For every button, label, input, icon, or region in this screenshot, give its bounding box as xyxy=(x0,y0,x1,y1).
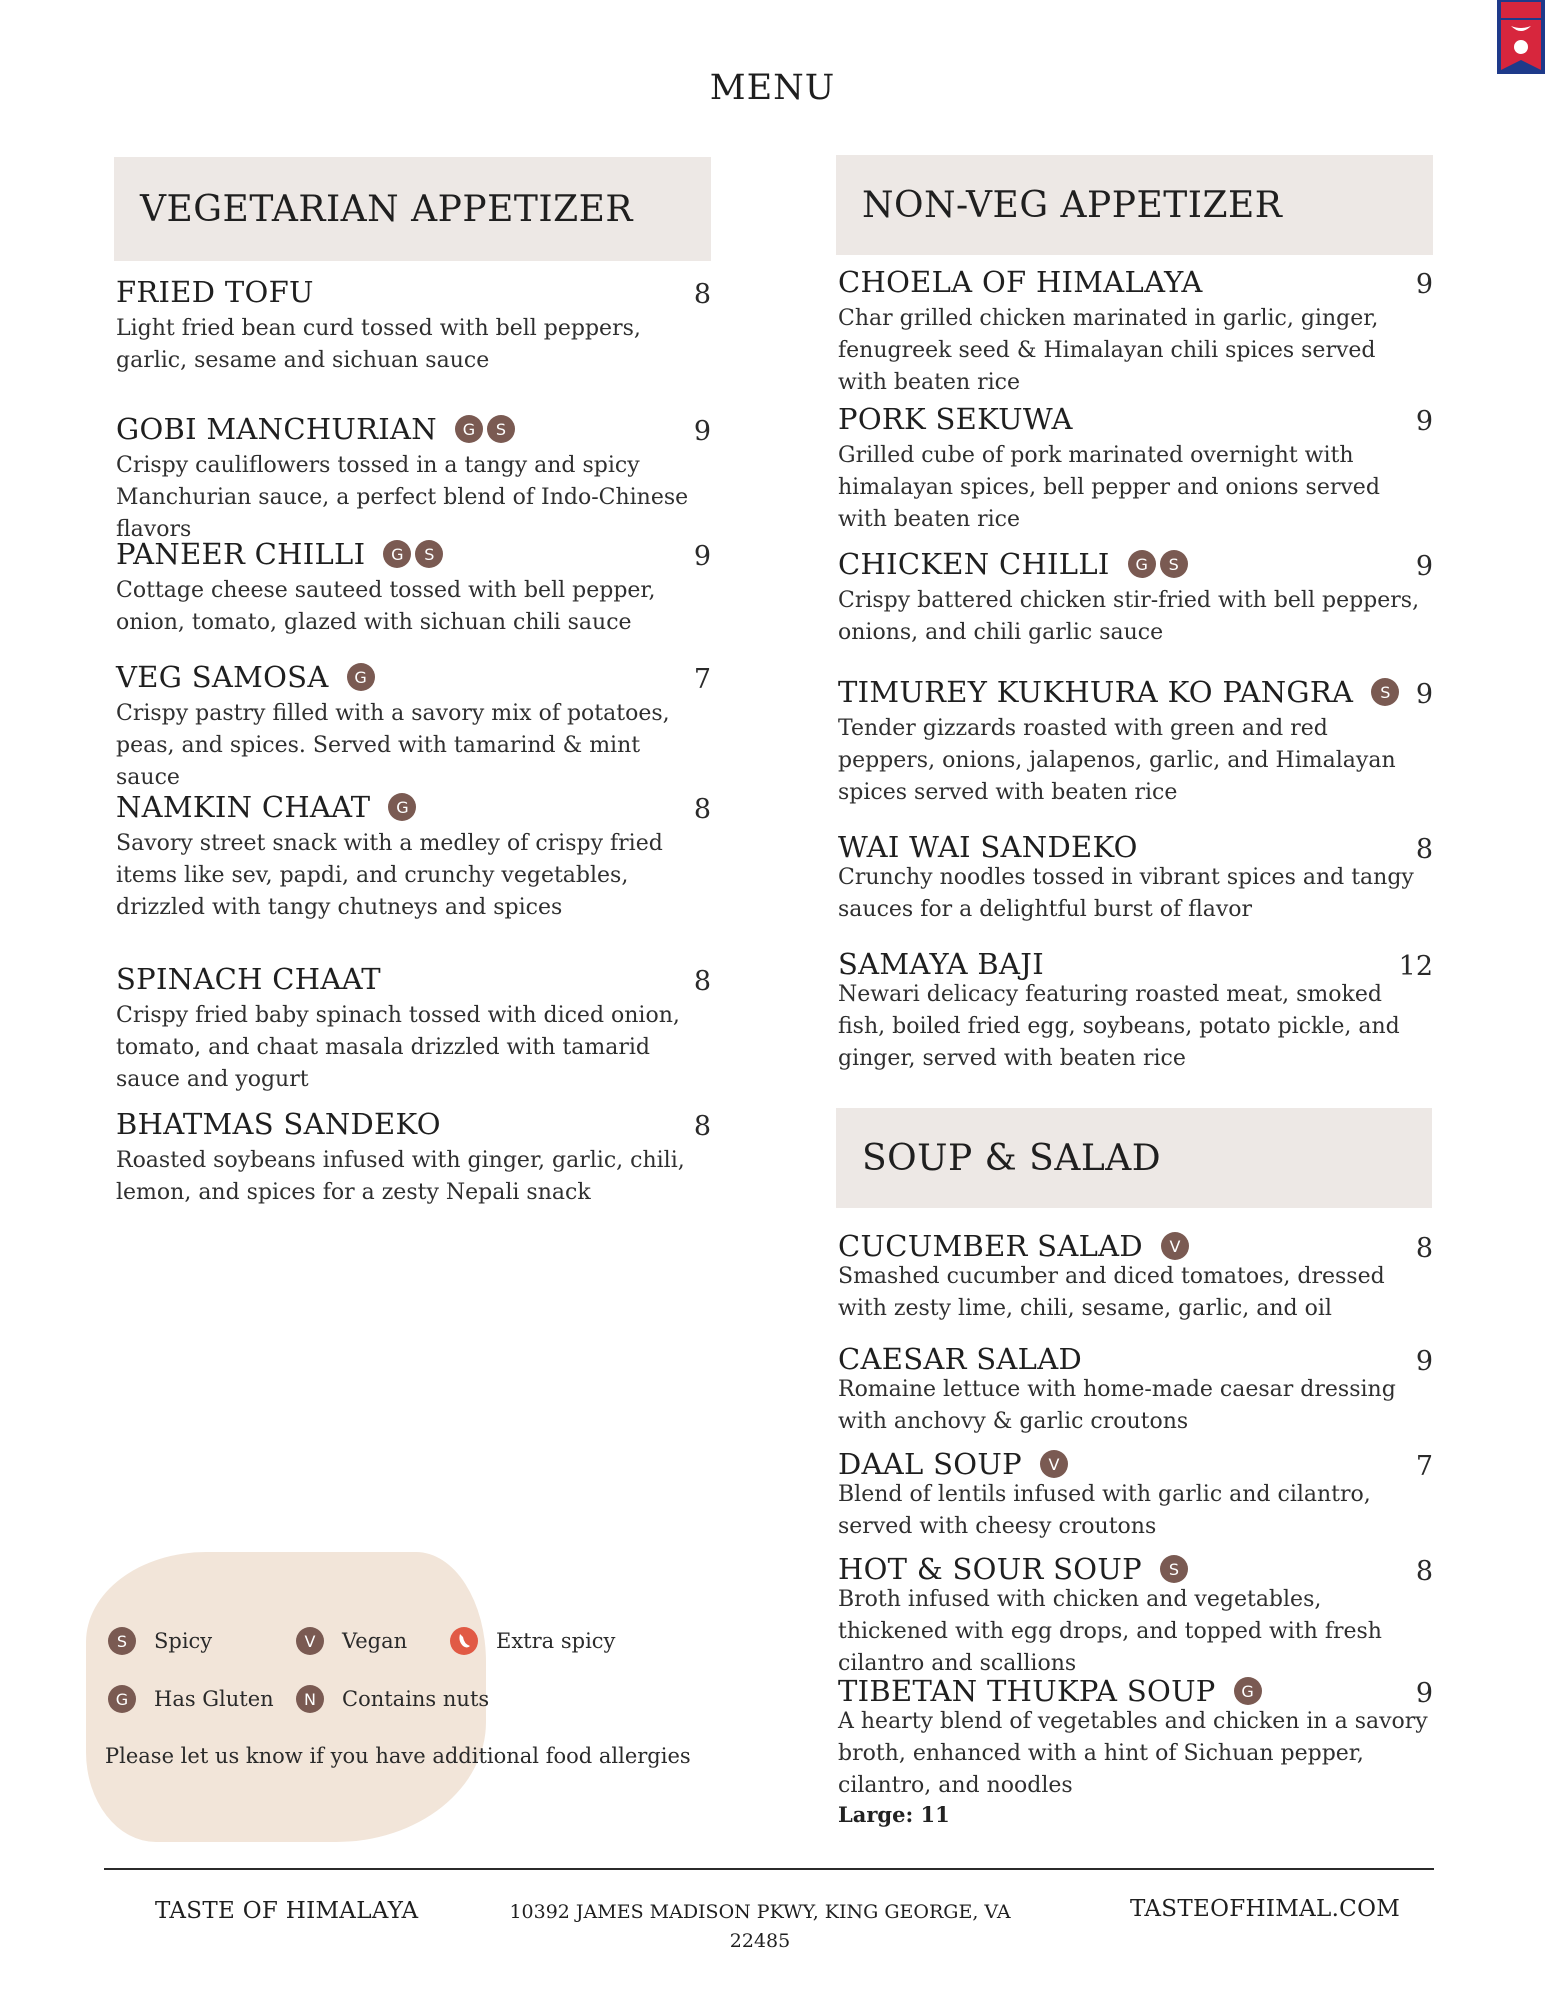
menu-item xyxy=(838,945,1433,1075)
menu-item xyxy=(838,1550,1433,1680)
item-price: 9 xyxy=(1415,406,1433,437)
legend-label: Extra spicy xyxy=(496,1629,616,1653)
gluten-badge-icon: G xyxy=(383,540,411,568)
menu-item xyxy=(838,1340,1433,1438)
item-name: CHOELA OF HIMALAYA xyxy=(838,265,1203,299)
menu-item xyxy=(838,263,1433,399)
item-price: 9 xyxy=(1415,679,1433,710)
large-size-price: Large: 11 xyxy=(838,1802,950,1827)
item-description: Crispy cauliflowers tossed in a tangy and spicy Manchurian sauce, a perfect blend of Indo-Chinese flavors xyxy=(116,453,689,542)
item-description: Newari delicacy featuring roasted meat, smoked fish, boiled fried egg, soybeans, potato pickle, and ginger, served with beaten rice xyxy=(838,982,1400,1071)
item-description: Crispy battered chicken stir-fried with bell peppers, onions, and chili garlic sauce xyxy=(838,588,1420,645)
item-price: 8 xyxy=(693,966,711,997)
legend-label: Has Gluten xyxy=(154,1687,274,1711)
item-description: Romaine lettuce with home-made caesar dressing with anchovy & garlic croutons xyxy=(838,1377,1396,1434)
item-name: TIBETAN THUKPA SOUP xyxy=(838,1674,1216,1708)
item-price: 8 xyxy=(1415,1556,1433,1587)
item-price: 7 xyxy=(1415,1451,1433,1482)
legend-label: Vegan xyxy=(342,1629,408,1653)
item-description: Smashed cucumber and diced tomatoes, dressed with zesty lime, chili, sesame, garlic, and oil xyxy=(838,1264,1385,1321)
menu-item xyxy=(838,673,1433,809)
footer-divider xyxy=(104,1868,1434,1870)
section-heading-vegetarian: VEGETARIAN APPETIZER xyxy=(114,157,711,261)
chili-icon xyxy=(450,1627,478,1655)
spicy-badge-icon: S xyxy=(1160,550,1188,578)
item-price: 9 xyxy=(693,416,711,447)
vegan-badge-icon: V xyxy=(296,1627,324,1655)
allergy-note: Please let us know if you have additional food allergies xyxy=(105,1744,691,1768)
menu-item xyxy=(116,273,711,377)
vegan-badge-icon: V xyxy=(1161,1232,1189,1260)
item-name: PORK SEKUWA xyxy=(838,402,1073,436)
nuts-badge-icon: N xyxy=(296,1685,324,1713)
item-name: PANEER CHILLI xyxy=(116,537,366,571)
footer-restaurant-name: TASTE OF HIMALAYA xyxy=(155,1898,419,1924)
gluten-badge-icon: G xyxy=(1234,1677,1262,1705)
item-price: 9 xyxy=(1415,1346,1433,1377)
spicy-badge-icon: S xyxy=(1371,678,1399,706)
item-description: Broth infused with chicken and vegetables, thickened with egg drops, and topped with fresh cilantro and scallions xyxy=(838,1587,1382,1676)
menu-item xyxy=(116,535,711,639)
item-description: Blend of lentils infused with garlic and cilantro, served with cheesy croutons xyxy=(838,1482,1371,1539)
legend-vegan xyxy=(296,1627,407,1655)
diet-badges xyxy=(455,415,515,443)
item-price: 8 xyxy=(693,794,711,825)
menu-item xyxy=(116,788,711,924)
diet-badges xyxy=(1040,1450,1068,1478)
page-title: MENU xyxy=(709,68,836,108)
item-price: 8 xyxy=(1415,1233,1433,1264)
item-price: 7 xyxy=(693,664,711,695)
spicy-badge-icon: S xyxy=(415,540,443,568)
legend-label: Spicy xyxy=(154,1629,213,1653)
gluten-badge-icon: G xyxy=(347,663,375,691)
address-line-1: 10392 JAMES MADISON PKWY, KING GEORGE, VA xyxy=(509,1901,1011,1923)
item-description: Roasted soybeans infused with ginger, garlic, chili, lemon, and spices for a zesty Nepali snack xyxy=(116,1148,685,1205)
diet-badges xyxy=(1161,1232,1189,1260)
footer-address xyxy=(500,1898,1020,1956)
menu-item xyxy=(838,545,1433,649)
item-price: 9 xyxy=(1415,551,1433,582)
section-heading-soup-salad: SOUP & SALAD xyxy=(836,1108,1432,1208)
nepal-flag-icon xyxy=(1497,0,1545,74)
item-description: Light fried bean curd tossed with bell peppers, garlic, sesame and sichuan sauce xyxy=(116,316,641,373)
menu-item xyxy=(838,1227,1433,1325)
spicy-badge-icon: S xyxy=(1160,1555,1188,1583)
item-name: GOBI MANCHURIAN xyxy=(116,412,437,446)
menu-item xyxy=(838,1672,1433,1827)
diet-badges xyxy=(388,793,416,821)
item-name: SPINACH CHAAT xyxy=(116,962,381,996)
item-price: 8 xyxy=(693,279,711,310)
item-name: NAMKIN CHAAT xyxy=(116,790,371,824)
legend-gluten xyxy=(108,1685,274,1713)
item-description: Savory street snack with a medley of crispy fried items like sev, papdi, and crunchy vegetables, drizzled with tangy chutneys and spices xyxy=(116,831,663,920)
menu-item xyxy=(116,1105,711,1209)
item-description: Tender gizzards roasted with green and red peppers, onions, jalapenos, garlic, and Himalayan spices served with beaten rice xyxy=(838,716,1396,805)
item-description: A hearty blend of vegetables and chicken in a savory broth, enhanced with a hint of Sichuan pepper, cilantro, and noodles xyxy=(838,1709,1428,1798)
vegan-badge-icon: V xyxy=(1040,1450,1068,1478)
item-price: 8 xyxy=(693,1111,711,1142)
item-name: WAI WAI SANDEKO xyxy=(838,830,1138,864)
address-line-2: 22485 xyxy=(729,1930,791,1952)
menu-item xyxy=(838,400,1433,536)
menu-item xyxy=(116,960,711,1096)
diet-badges xyxy=(347,663,375,691)
item-name: CAESAR SALAD xyxy=(838,1342,1083,1376)
footer-website-link[interactable]: TASTEOFHIMAL.COM xyxy=(1130,1896,1401,1922)
item-price: 9 xyxy=(1415,269,1433,300)
item-description: Crispy pastry filled with a savory mix of potatoes, peas, and spices. Served with tamarind & mint sauce xyxy=(116,701,670,790)
legend-extra-spicy xyxy=(450,1627,615,1655)
spicy-badge-icon: S xyxy=(108,1627,136,1655)
item-name: SAMAYA BAJI xyxy=(838,947,1044,981)
menu-item xyxy=(838,1445,1433,1543)
item-price: 9 xyxy=(693,541,711,572)
spicy-badge-icon: S xyxy=(487,415,515,443)
item-name: CUCUMBER SALAD xyxy=(838,1229,1143,1263)
item-price: 9 xyxy=(1415,1678,1433,1709)
legend-nuts xyxy=(296,1685,489,1713)
item-description: Char grilled chicken marinated in garlic, ginger, fenugreek seed & Himalayan chili spices served with beaten rice xyxy=(838,306,1379,395)
section-heading-nonveg: NON-VEG APPETIZER xyxy=(836,155,1433,255)
diet-badges xyxy=(1160,1555,1188,1583)
item-description: Crispy fried baby spinach tossed with diced onion, tomato, and chaat masala drizzled with tamarid sauce and yogurt xyxy=(116,1003,680,1092)
item-price: 12 xyxy=(1398,951,1433,982)
item-name: VEG SAMOSA xyxy=(116,660,329,694)
item-description: Grilled cube of pork marinated overnight with himalayan spices, bell pepper and onions served with beaten rice xyxy=(838,443,1380,532)
gluten-badge-icon: G xyxy=(108,1685,136,1713)
gluten-badge-icon: G xyxy=(455,415,483,443)
item-name: CHICKEN CHILLI xyxy=(838,547,1110,581)
gluten-badge-icon: G xyxy=(388,793,416,821)
item-description: Crunchy noodles tossed in vibrant spices and tangy sauces for a delightful burst of flavor xyxy=(838,865,1414,922)
item-name: FRIED TOFU xyxy=(116,275,314,309)
item-name: BHATMAS SANDEKO xyxy=(116,1107,441,1141)
diet-badges xyxy=(1128,550,1188,578)
gluten-badge-icon: G xyxy=(1128,550,1156,578)
item-name: TIMUREY KUKHURA KO PANGRA xyxy=(838,675,1354,709)
diet-badges xyxy=(1234,1677,1262,1705)
diet-badges xyxy=(383,540,443,568)
item-name: DAAL SOUP xyxy=(838,1447,1022,1481)
menu-item xyxy=(838,828,1433,926)
menu-item xyxy=(116,410,711,546)
diet-badges xyxy=(1371,678,1399,706)
item-name: HOT & SOUR SOUP xyxy=(838,1552,1142,1586)
legend-label: Contains nuts xyxy=(342,1687,490,1711)
item-description: Cottage cheese sauteed tossed with bell pepper, onion, tomato, glazed with sichuan chili sauce xyxy=(116,578,656,635)
legend-spicy xyxy=(108,1627,212,1655)
item-price: 8 xyxy=(1415,834,1433,865)
menu-item xyxy=(116,658,711,794)
